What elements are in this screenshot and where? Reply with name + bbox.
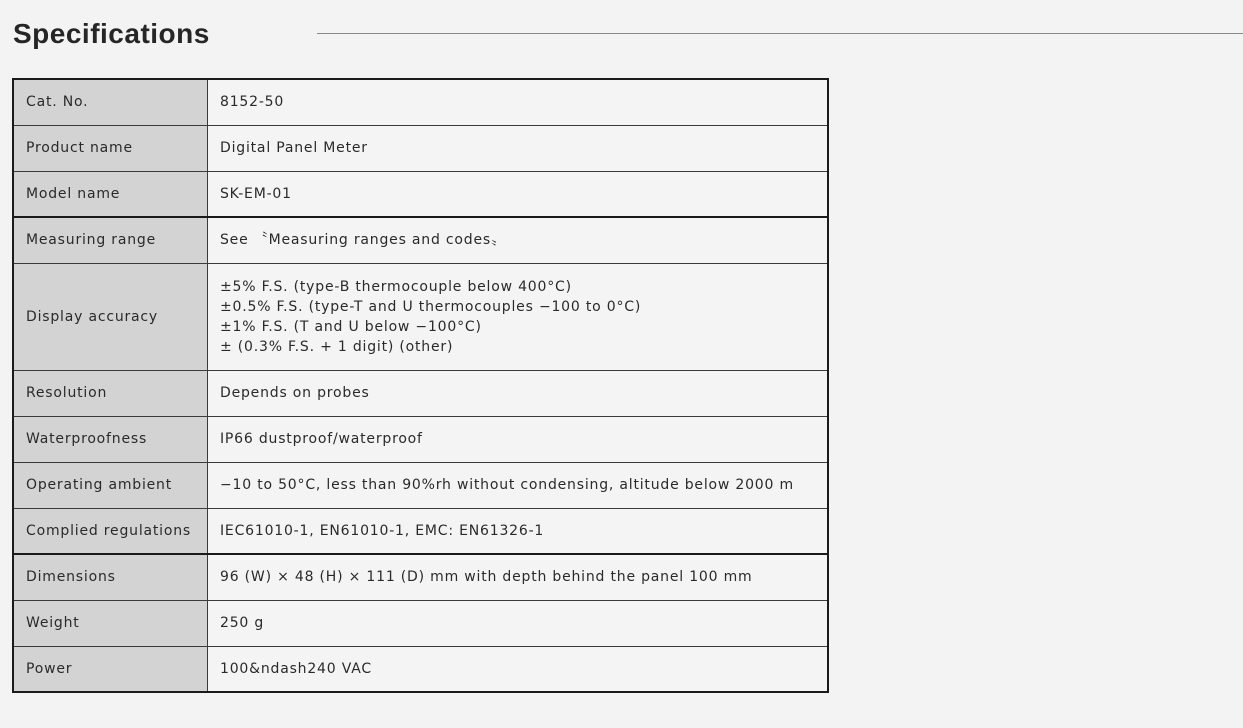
table-row bbox=[13, 79, 828, 125]
row-value: IEC61010-1, EN61010-1, EMC: EN61326-1 bbox=[208, 508, 829, 554]
accuracy-line: ±0.5% F.S. (type-T and U thermocouples −100 to 0°C) bbox=[220, 298, 642, 315]
row-value: 8152-50 bbox=[208, 79, 829, 125]
table-row bbox=[13, 125, 828, 171]
title-divider bbox=[317, 33, 1243, 34]
accuracy-line: ± (0.3% F.S. + 1 digit) (other) bbox=[220, 338, 454, 355]
row-label: Resolution bbox=[13, 370, 208, 416]
row-label: Power bbox=[13, 646, 208, 692]
row-value: 250 g bbox=[208, 600, 829, 646]
specifications-table bbox=[12, 78, 829, 693]
accuracy-line: ±5% F.S. (type-B thermocouple below 400°C) bbox=[220, 278, 572, 295]
row-label: Cat. No. bbox=[13, 79, 208, 125]
page-title: Specifications bbox=[13, 18, 210, 49]
row-label: Measuring range bbox=[13, 217, 208, 263]
row-label: Weight bbox=[13, 600, 208, 646]
table-row bbox=[13, 416, 828, 462]
row-value: IP66 dustproof/waterproof bbox=[208, 416, 829, 462]
row-value: Depends on probes bbox=[208, 370, 829, 416]
table-row bbox=[13, 370, 828, 416]
row-label: Product name bbox=[13, 125, 208, 171]
row-label: Waterproofness bbox=[13, 416, 208, 462]
table-row bbox=[13, 263, 828, 370]
table-row bbox=[13, 217, 828, 263]
table-row bbox=[13, 171, 828, 217]
row-value: −10 to 50°C, less than 90%rh without condensing, altitude below 2000 m bbox=[208, 462, 829, 508]
table-row bbox=[13, 508, 828, 554]
row-label: Model name bbox=[13, 171, 208, 217]
row-value: 96 (W) × 48 (H) × 111 (D) mm with depth behind the panel 100 mm bbox=[208, 554, 829, 600]
row-value bbox=[208, 263, 829, 370]
table-row bbox=[13, 462, 828, 508]
accuracy-line: ±1% F.S. (T and U below −100°C) bbox=[220, 318, 482, 335]
table-row bbox=[13, 600, 828, 646]
row-value: See 〝Measuring ranges and codes〟 bbox=[208, 217, 829, 263]
row-value: 100&ndash240 VAC bbox=[208, 646, 829, 692]
row-label: Display accuracy bbox=[13, 263, 208, 370]
row-label: Complied regulations bbox=[13, 508, 208, 554]
row-value: SK-EM-01 bbox=[208, 171, 829, 217]
table-row bbox=[13, 646, 828, 692]
row-label: Dimensions bbox=[13, 554, 208, 600]
table-row bbox=[13, 554, 828, 600]
row-label: Operating ambient bbox=[13, 462, 208, 508]
row-value: Digital Panel Meter bbox=[208, 125, 829, 171]
